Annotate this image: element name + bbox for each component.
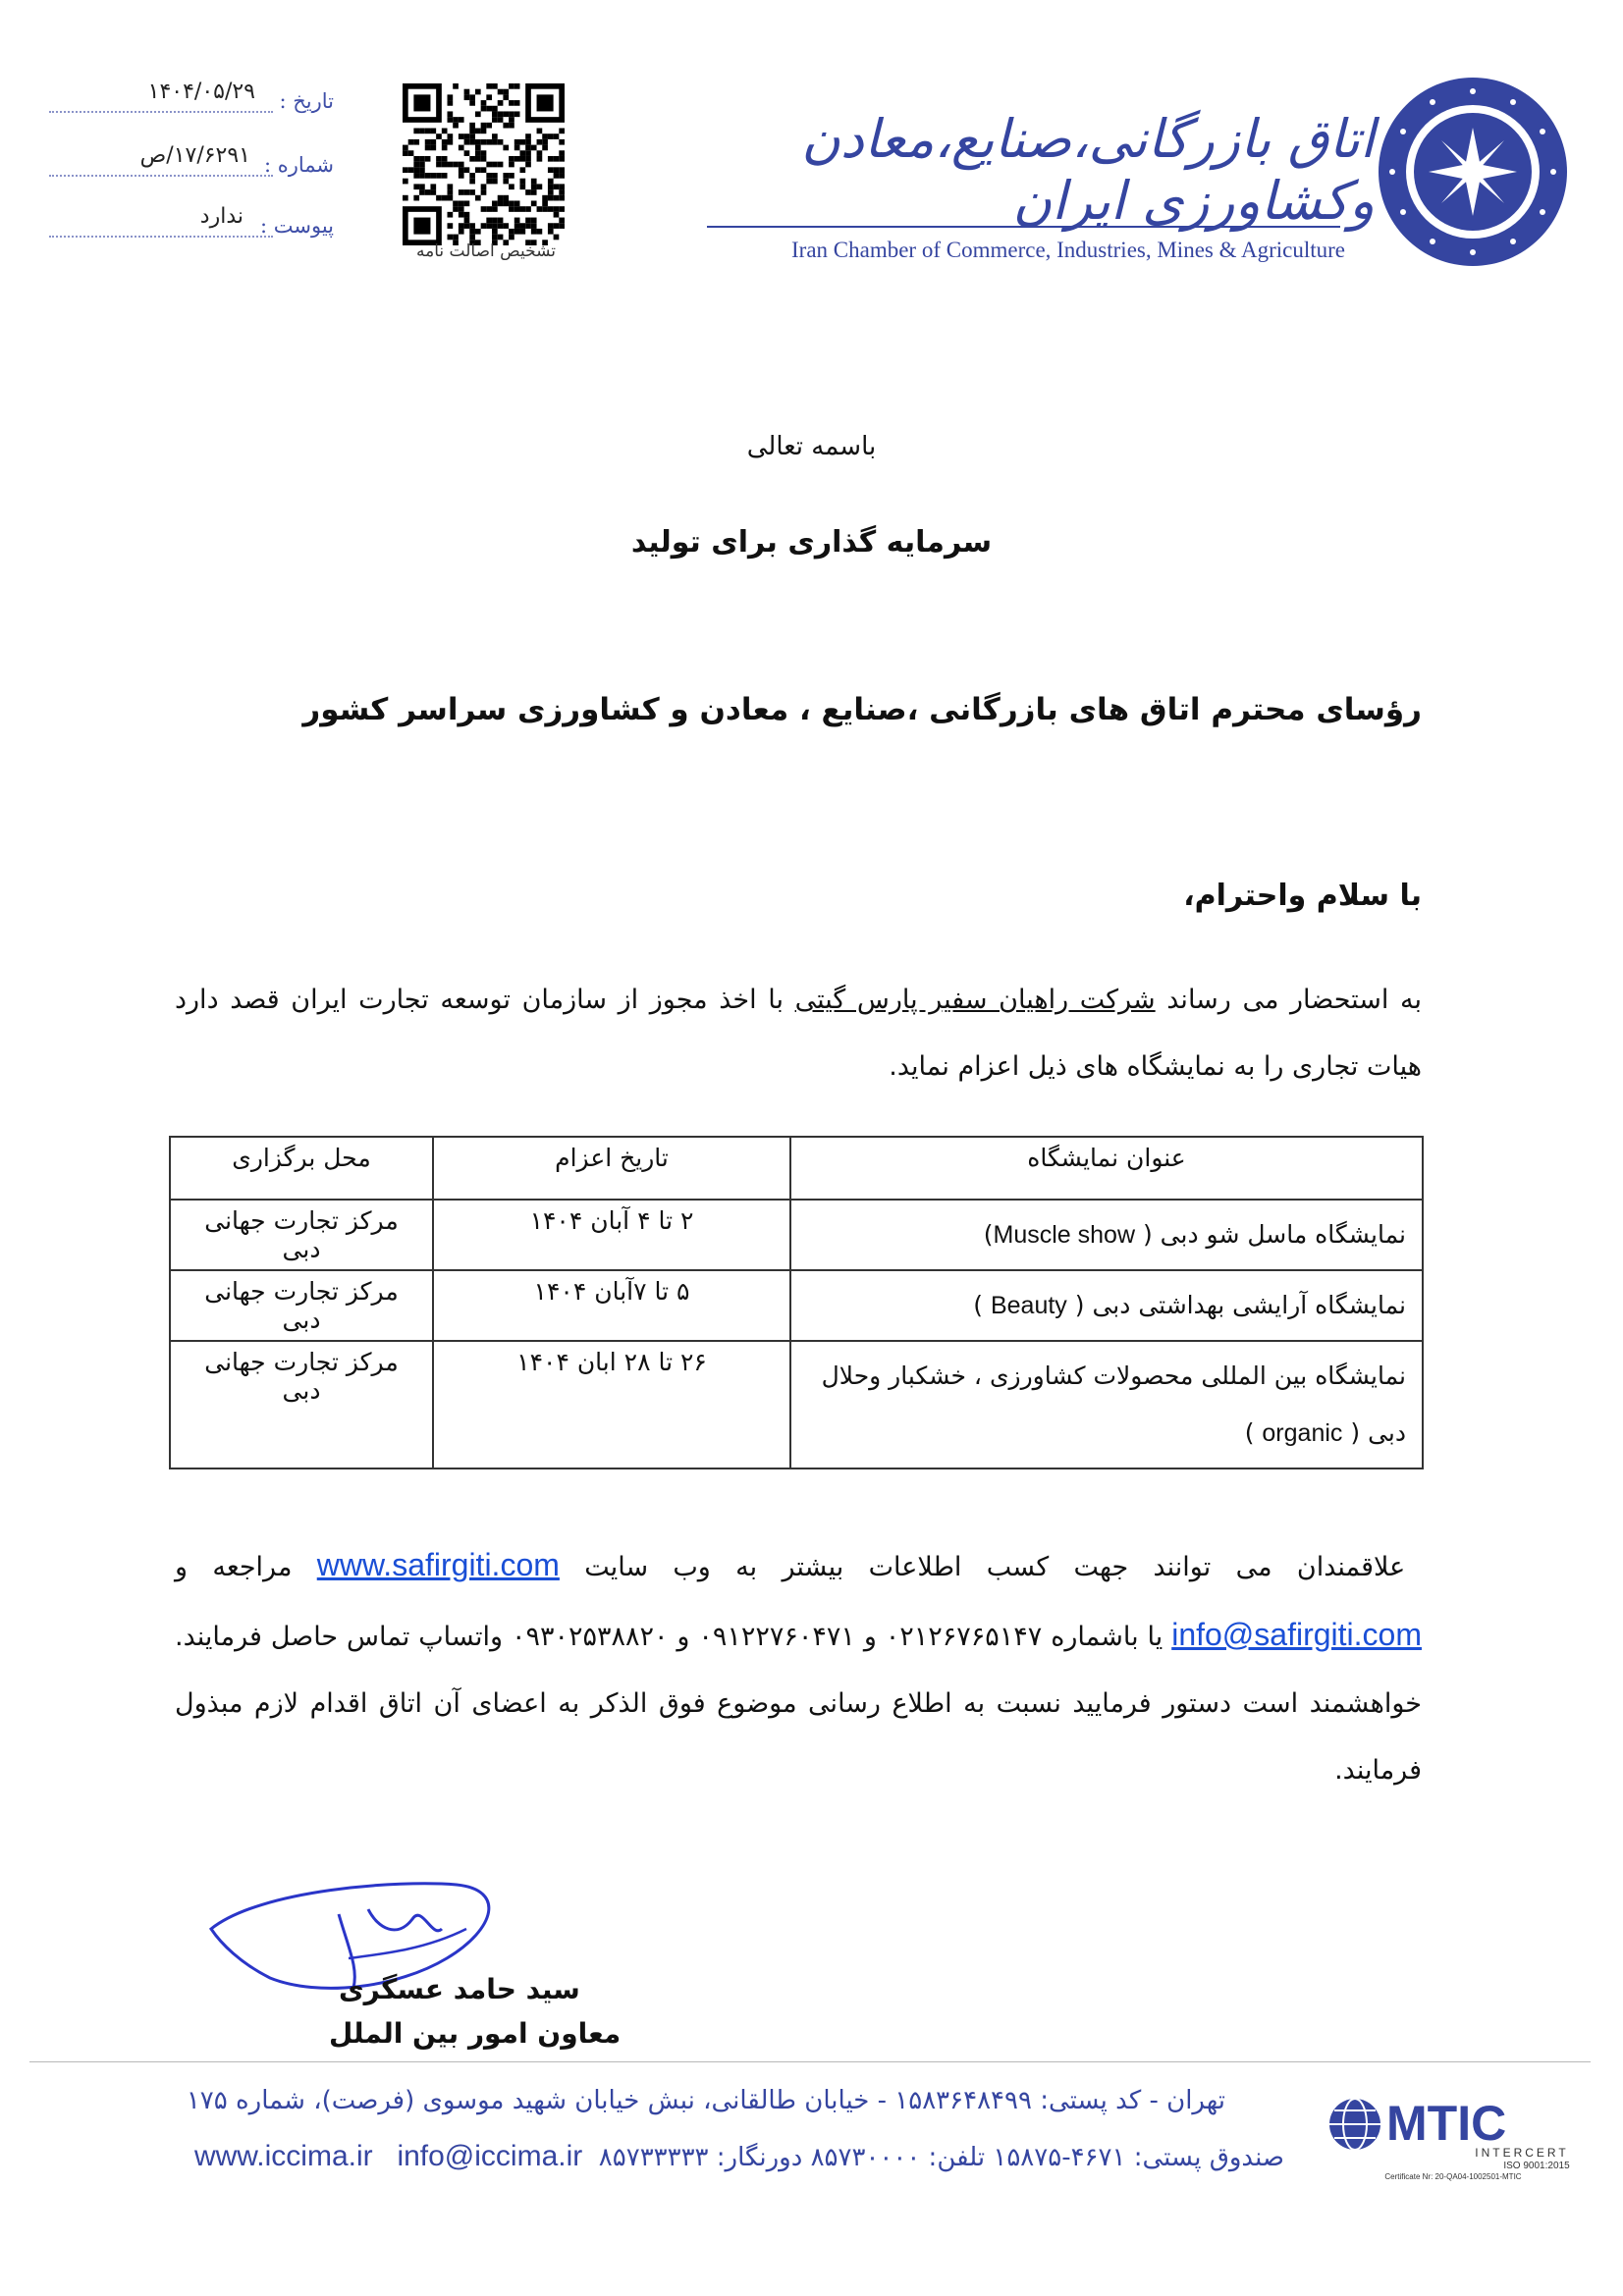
chamber-name-fa: اتاق بازرگانی،صنایع،معادن وکشاورزی ایران [801, 108, 1375, 232]
mtic-logo-text: MTIC [1386, 2096, 1507, 2151]
number-field [49, 143, 334, 187]
exhibition-title: نمایشگاه بین المللی محصولات کشاورزی ، خشکبار وحلال دبی ( organic ) [790, 1341, 1423, 1468]
mtic-sub-text: INTERCERT [1475, 2146, 1569, 2160]
date-label: تاریخ : [279, 89, 334, 113]
col-title-header: عنوان نمایشگاه [790, 1137, 1423, 1200]
paragraph-intro [175, 967, 1422, 1100]
paragraph-contact-part3: یا باشماره ۰۲۱۲۶۷۶۵۱۴۷ و ۰۹۱۲۲۷۶۰۴۷۱ و ۰۹۳۰۲۵۳۸۸۲۰ واتساپ تماس حاصل فرمایند. خواهشمند است دستور فرمایید نسبت به اطلاع رسانی موضوع فوق الذکر به اعضای آن اتاق اقدام لازم مبذول فرمایند. [175, 1622, 1422, 1786]
exhibition-title-fa: نمایشگاه ماسل شو دبی [1160, 1220, 1406, 1249]
paragraph-intro-after: با اخذ مجوز از سازمان توسعه تجارت ایران قصد دارد هیات تجاری را به نمایشگاه های ذیل اعزام نماید. [175, 985, 1422, 1082]
number-value: ۱۷/۶۲۹۱/ص [139, 143, 250, 168]
table-row [170, 1200, 1423, 1270]
exhibition-venue: مرکز تجارت جهانی دبی [170, 1200, 433, 1270]
exhibition-date: ۲ تا ۴ آبان ۱۴۰۴ [433, 1200, 790, 1270]
footer-address: تهران - کد پستی: ۱۵۸۳۶۴۸۴۹۹ - خیابان طالقانی، نبش خیابان شهید موسوی (فرصت)، شماره ۱۷۵ [186, 2086, 1225, 2115]
website-link[interactable]: www.safirgiti.com [316, 1547, 560, 1582]
footer-email[interactable]: info@iccima.ir [397, 2140, 583, 2172]
exhibition-title: نمایشگاه آرایشی بهداشتی دبی ( Beauty ) [790, 1270, 1423, 1341]
date-value: ۱۴۰۴/۰۵/۲۹ [147, 80, 255, 104]
attachment-field [49, 204, 334, 247]
chamber-name-en: Iran Chamber of Commerce, Industries, Mines & Agriculture [791, 238, 1345, 262]
paragraph-contact [175, 1531, 1422, 1804]
greeting: با سلام واحترام، [1183, 879, 1422, 913]
mtic-logo-icon [1325, 2083, 1591, 2181]
mtic-iso-text: ISO 9001:2015 [1503, 2161, 1570, 2171]
footer-website[interactable]: www.iccima.ir [193, 2140, 373, 2172]
iccima-seal-icon [1375, 74, 1571, 270]
qr-caption: تشخیص اصالت نامه [416, 241, 556, 261]
header-divider [707, 226, 1340, 228]
table-row [170, 1270, 1423, 1341]
signer-name: سید حامد عسگری [339, 1973, 580, 2005]
exhibition-title: نمایشگاه ماسل شو دبی ( Muscle show) [790, 1200, 1423, 1270]
exhibition-title-en: organic [1262, 1419, 1343, 1447]
company-name: شرکت راهیان سفیر پارس گیتی [794, 985, 1156, 1015]
qr-code-icon[interactable] [403, 83, 565, 245]
mtic-cert-text: Certificate Nr: 20-QA04-1002501-MTIC [1384, 2172, 1522, 2181]
motto: سرمایه گذاری برای تولید [630, 525, 993, 560]
paragraph-contact-part1: علاقمندان می توانند جهت کسب اطلاعات بیشتر به وب سایت [559, 1552, 1406, 1582]
exhibition-title-fa: نمایشگاه بین المللی محصولات کشاورزی ، خشکبار وحلال دبی [821, 1362, 1406, 1447]
col-date-header: تاریخ اعزام [433, 1137, 790, 1200]
footer-divider [29, 2061, 1591, 2062]
exhibition-date: ۲۶ تا ۲۸ ابان ۱۴۰۴ [433, 1341, 790, 1468]
exhibition-date: ۵ تا ۷آبان ۱۴۰۴ [433, 1270, 790, 1341]
exhibition-title-en: Beauty [990, 1292, 1067, 1319]
attachment-label: پیوست : [260, 214, 334, 238]
date-field [49, 80, 334, 123]
exhibition-venue: مرکز تجارت جهانی دبی [170, 1341, 433, 1468]
exhibition-title-fa: نمایشگاه آرایشی بهداشتی دبی [1092, 1291, 1406, 1319]
exhibition-venue: مرکز تجارت جهانی دبی [170, 1270, 433, 1341]
exhibition-title-en: Muscle show [993, 1221, 1135, 1249]
recipient: رؤسای محترم اتاق های بازرگانی ،صنایع ، معادن و کشاورزی سراسر کشور [302, 692, 1422, 727]
footer-contact [194, 2140, 1284, 2173]
table-header-row [170, 1137, 1423, 1200]
number-label: شماره : [263, 153, 334, 177]
table-row [170, 1341, 1423, 1468]
attachment-value: ندارد [199, 204, 243, 229]
paragraph-intro-before: به استحضار می رساند [1155, 985, 1423, 1015]
exhibitions-table [169, 1136, 1424, 1469]
signer-title: معاون امور بین الملل [329, 2017, 622, 2050]
email-link[interactable]: info@safirgiti.com [1171, 1617, 1422, 1652]
paragraph-contact-part2: مراجعه و [175, 1552, 293, 1582]
footer-contact-numbers: صندوق پستی: ۴۶۷۱-۱۵۸۷۵ تلفن: ۸۵۷۳۰۰۰۰ دورنگار: ۸۵۷۳۳۳۳۳ [598, 2143, 1284, 2172]
col-venue-header: محل برگزاری [170, 1137, 433, 1200]
salutation: باسمه تعالی [746, 432, 877, 461]
